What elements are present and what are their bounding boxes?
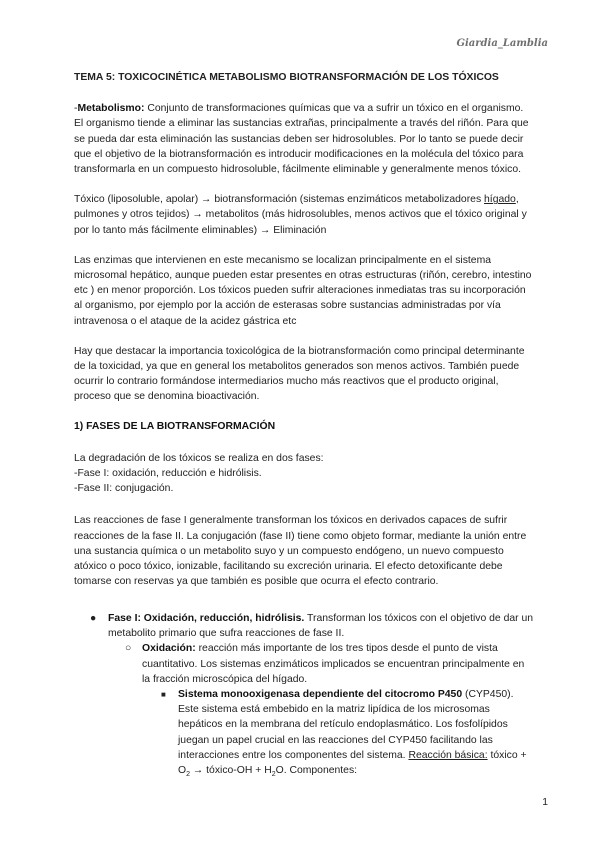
item-term: Fase I: Oxidación, reducción, hidrólisis. — [108, 613, 305, 624]
term-metabolismo: Metabolismo: — [77, 103, 145, 115]
document-title: TEMA 5: TOXICOCINÉTICA METABOLISMO BIOTRANSFORMACIÓN DE LOS TÓXICOS — [74, 72, 499, 83]
section-heading — [74, 419, 534, 434]
dash: - — [74, 103, 78, 115]
paragraph-reacciones: Las reacciones de fase I generalmente transforman los tóxicos en derivados capaces de sufrir reacciones de la fase II. La conjugación (fase II) tiene como objeto formar, mediante la unión entre una sustancia química o un metabolito suyo y un compuesto endógeno, un nuevo compuesto atóxico o poco tóxico, ionizable, facilitando su excreción urinaria. El efecto detoxificante debe tomarse con reservas ya que también es posible que ocurra el efecto contrario. — [74, 515, 527, 588]
subscript-2: 2 — [186, 771, 190, 779]
reaction-text-c: O. Componentes: — [275, 765, 358, 777]
subscript-2: 2 — [271, 771, 276, 779]
item-term: Oxidación: — [142, 643, 196, 655]
fases-line-2: -Fase I: oxidación, reducción e hidrólisis. — [74, 468, 262, 480]
section-title: 1) FASES DE LA BIOTRANSFORMACIÓN — [74, 420, 276, 432]
list-item-oxidacion — [74, 641, 534, 687]
page-number: 1 — [542, 797, 548, 808]
item-text: (CYP450). Este sistema está embebido en la matriz lipídica de los microsomas hepáticos en la membrana del retículo endoplasmático. Los fosfolípidos juegan un papel crucial en las reacciones del CYP450 facilitando las interacciones entre los componentes del sistema. — [178, 689, 514, 761]
fases-line-1: La degradación de los tóxicos se realiza en dos fases: — [74, 452, 324, 464]
bullet-disc: ● — [90, 613, 97, 624]
bullet-square: ■ — [161, 690, 166, 700]
item-text: Transforman los tóxicos con el objetivo de dar un metabolito primario que sufra reacciones de fase II. — [108, 613, 534, 640]
paragraph-importancia: Hay que destacar la importancia toxicológica de la biotransformación como principal determinante de la toxicidad, ya que en general los metabolitos generados son menos activos. También puede ocurrir lo contrario formándose intermediarios mucho más reactivos que el producto original, proceso que se denomina bioactivación. — [74, 345, 525, 403]
header-signature: Giardia_Lamblia — [456, 38, 548, 49]
underlined-higado: hígado — [484, 194, 516, 206]
list-item-cyp450 — [74, 687, 534, 778]
reaction-text-b: → tóxico-OH + H — [190, 765, 272, 777]
bullet-list — [74, 611, 534, 778]
paragraph-biotransformation-flow — [74, 192, 534, 238]
bullet-circle: ○ — [125, 643, 132, 655]
list-item-fase-1 — [74, 611, 534, 641]
flow-text-b: , pulmones y otros tejidos) → metabolitos (más hidrosolubles, menos activos que el tóxico original y por lo tanto más fácilmente eliminables) → Eliminación — [74, 194, 527, 236]
flow-text-a: Tóxico (liposoluble, apolar) → biotransformación (sistemas enzimáticos metabolizadores — [74, 194, 485, 206]
reaction-label: Reacción básica: — [408, 749, 488, 761]
item-term: Sistema monooxigenasa dependiente del citocromo P450 — [178, 689, 463, 701]
document-body — [74, 70, 534, 589]
paragraph-metabolismo — [74, 101, 534, 177]
paragraph-fases — [74, 451, 534, 497]
item-text: reacción más importante de los tres tipos desde el punto de vista cuantitativo. Los sistemas enzimáticos implicados se encuentran principalmente en la fracción microscópica del hígado. — [142, 643, 525, 685]
reaction-text-a: tóxico + O — [178, 749, 527, 777]
paragraph-enzimas: Las enzimas que intervienen en este mecanismo se localizan principalmente en el sistema microsomal hepático, aunque pueden estar presentes en otras estructuras (riñón, cerebro, intestino etc ) en menor proporción. Los tóxicos pueden sufrir alteraciones inmediatas tras su incorporación al organismo, por ejemplo por la acción de esterasas sobre sustancias administradas por vía intravenosa o el ataque de la acidez gástrica etc — [74, 254, 532, 327]
fases-line-3: -Fase II: conjugación. — [74, 483, 174, 495]
paragraph-text: Conjunto de transformaciones químicas que va a sufrir un tóxico en el organismo. El organismo tiende a eliminar las sustancias extrañas, principalmente a través del riñón. Para que se pueda dar esta eliminación las sustancias deben ser hidrosolubles. Por lo tanto se puede decir que el objetivo de la biotransformación es introducir modificaciones en la molécula del tóxico para transformarla en un compuesto hidrosoluble, fácilmente eliminable y generalmente menos tóxico. — [74, 103, 529, 176]
